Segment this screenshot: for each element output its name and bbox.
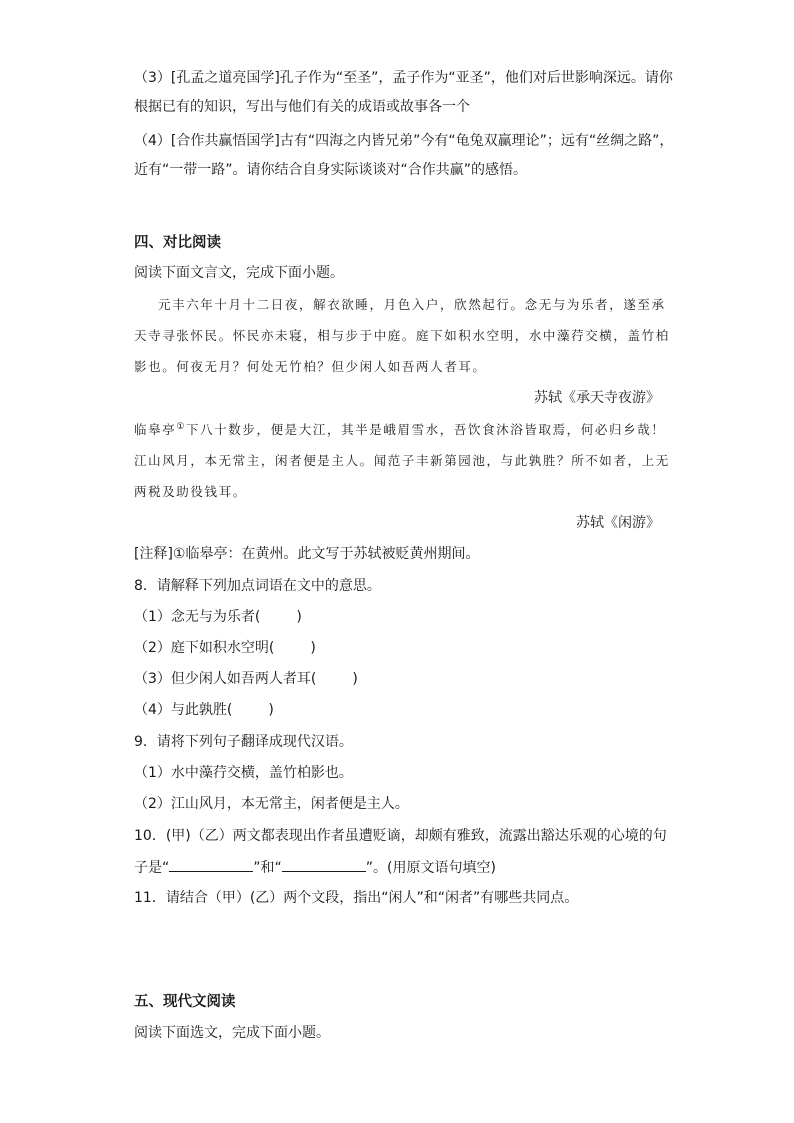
fill-blank-1[interactable] xyxy=(169,856,253,872)
q3-line-1: （3）[孔孟之道亮国学]孔子作为“至圣”，孟子作为“亚圣”，他们对后世影响深远。请你 xyxy=(134,70,673,86)
fill-blank-2[interactable] xyxy=(282,856,366,872)
section5-intro: 阅读下面选文，完成下面小题。 xyxy=(134,1025,330,1041)
q10-line-2: 子是“ ”和“ ”。(用原文语句填空) xyxy=(134,856,664,878)
q4-line-1: （4）[合作共赢悟国学]古有“四海之内皆兄弟”今有“龟兔双赢理论”；远有“丝绸之路”， xyxy=(134,133,674,149)
answer-blank[interactable] xyxy=(260,607,296,621)
section4-intro: 阅读下面文言文，完成下面小题。 xyxy=(134,265,344,281)
text-a-source: 苏轼《承天寺夜游》 xyxy=(534,390,660,406)
section5-heading: 五、现代文阅读 xyxy=(134,994,236,1010)
text-b-source: 苏轼《闲游》 xyxy=(576,515,660,531)
q9-item-2: （2）江山风月，本无常主，闲者便是主人。 xyxy=(134,796,409,812)
annotation-note: [注释]①临皋亭：在黄州。此文写于苏轼被贬黄州期间。 xyxy=(134,546,480,562)
text-a-line-3: 影也。何夜无月？何处无竹柏？但少闲人如吾两人者耳。 xyxy=(134,359,487,374)
text-a-line-2: 天寺寻张怀民。怀民亦未寝，相与步于中庭。庭下如积水空明，水中藻荇交横，盖竹柏 xyxy=(134,328,670,343)
q11: 11．请结合（甲）(乙）两个文段，指出“闲人”和“闲者”有哪些共同点。 xyxy=(134,890,579,906)
answer-blank[interactable] xyxy=(232,700,268,714)
q4-line-2: 近有“一带一路”。请你结合自身实际谈谈对“合作共赢”的感悟。 xyxy=(134,162,528,178)
q8-item-3: （3）但少闲人如吾两人者耳( ) xyxy=(134,671,358,687)
text-b-line-1 xyxy=(134,420,664,440)
q8-item-4: （4）与此孰胜( ) xyxy=(134,702,274,718)
q8-item-1: （1）念无与为乐者( ) xyxy=(134,609,302,625)
q3-line-2: 根据已有的知识，写出与他们有关的成语或故事各一个 xyxy=(134,99,470,115)
q10-line-1: 10．(甲)（乙）两文都表现出作者虽遭贬谪，却颇有雅致，流露出豁达乐观的心境的句 xyxy=(134,828,667,844)
text-b-line-1-post: 下八十数步，便是大江，其半是峨眉雪水，吾饮食沐浴皆取焉，何必归乡哉！ xyxy=(185,422,666,437)
q9-item-1: （1）水中藻荇交横，盖竹柏影也。 xyxy=(134,765,353,781)
q8-stem: 8．请解释下列加点词语在文中的意思。 xyxy=(134,578,381,594)
answer-blank[interactable] xyxy=(274,638,310,652)
text-b-line-2: 江山风月，本无常主，闲者便是主人。闻范子丰新第园池，与此孰胜？所不如者，上无 xyxy=(134,453,670,468)
text-b-line-1-pre: 临皋亭 xyxy=(134,422,177,437)
answer-blank[interactable] xyxy=(316,669,352,683)
section4-heading: 四、对比阅读 xyxy=(134,235,221,251)
q8-item-2: （2）庭下如积水空明( ) xyxy=(134,640,316,656)
text-b-line-3: 两税及助役钱耳。 xyxy=(134,484,247,499)
text-a-line-1: 元丰六年十月十二日夜，解衣欲睡，月色入户，欣然起行。念无与为乐者，遂至承 xyxy=(158,297,666,312)
footnote-mark: ① xyxy=(176,421,186,432)
q9-stem: 9．请将下列句子翻译成现代汉语。 xyxy=(134,734,353,750)
